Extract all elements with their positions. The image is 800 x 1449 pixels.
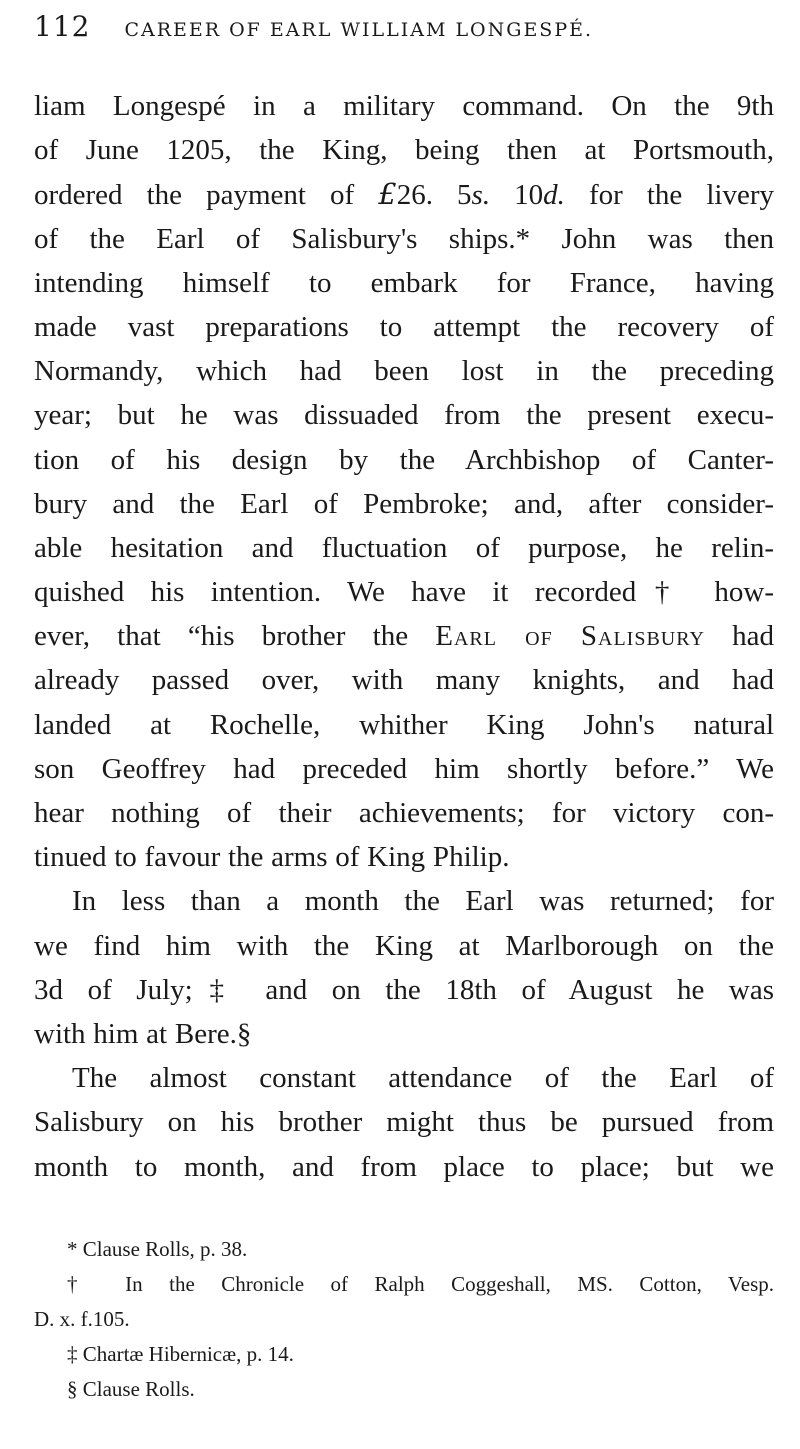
text-line	[34, 172, 774, 216]
text-line: 3d of July;‡ and on the 18th of August he was	[34, 973, 774, 1006]
text-line: tion of his design by the Archbishop of Canter-	[34, 443, 774, 476]
paragraph-2	[34, 879, 774, 1056]
page-number: 112	[34, 10, 91, 43]
text-fragment: ordered the payment of	[34, 179, 379, 212]
pence-value: 10	[490, 179, 544, 212]
text-line: month to month, and from place to place; but we	[34, 1150, 774, 1183]
text-line: Salisbury on his brother might thus be pursued from	[34, 1106, 774, 1139]
paragraph-1	[34, 84, 774, 879]
text-line: tinued to favour the arms of King Philip.	[34, 841, 510, 874]
running-head: CAREER OF EARL WILLIAM LONGESPÉ.	[124, 19, 594, 41]
text-line: In less than a month the Earl was returned; for	[72, 885, 774, 918]
text-line: made vast preparations to attempt the recovery of	[34, 310, 774, 343]
text-line: we find him with the King at Marlborough on the	[34, 929, 774, 962]
footnote-2: † In the Chronicle of Ralph Coggeshall, MS. Cotton, Vesp.	[67, 1272, 774, 1296]
text-line: able hesitation and fluctuation of purpose, he relin-	[34, 531, 774, 564]
text-line: year; but he was dissuaded from the present execu-	[34, 399, 774, 432]
earl-name: Earl of Salisbury	[435, 620, 705, 653]
text-fragment: for the livery	[564, 179, 774, 212]
text-line: already passed over, with many knights, and had	[34, 664, 774, 697]
page-header	[34, 10, 774, 46]
text-line: son Geoffrey had preceded him shortly before.” We	[34, 752, 774, 785]
pound-symbol: £	[378, 177, 397, 212]
text-line: liam Longespé in a military command. On the 9th	[34, 90, 774, 122]
text-fragment: had	[704, 620, 774, 653]
text-line: Normandy, which had been lost in the preceding	[34, 355, 774, 388]
text-line: hear nothing of their achievements; for victory con-	[34, 797, 774, 829]
text-line: landed at Rochelle, whither King John's natural	[34, 708, 774, 741]
text-line: quished his intention. We have it recorded† how-	[34, 576, 774, 609]
text-line: of the Earl of Salisbury's ships.* John was then	[34, 222, 774, 255]
footnote-1: * Clause Rolls, p. 38.	[67, 1237, 248, 1261]
text-line: of June 1205, the King, being then at Portsmouth,	[34, 134, 774, 167]
text-line: bury and the Earl of Pembroke; and, after consider-	[34, 487, 774, 520]
footnote-4: § Clause Rolls.	[67, 1377, 195, 1401]
text-line: with him at Bere.§	[34, 1017, 252, 1050]
text-line: The almost constant attendance of the Earl of	[72, 1062, 774, 1095]
footnotes	[34, 1232, 774, 1407]
book-page	[34, 10, 774, 1430]
text-fragment: ever, that “his brother the	[34, 620, 436, 653]
paragraph-3	[34, 1056, 774, 1189]
footnote-2-continuation: D. x. f.105.	[34, 1307, 130, 1331]
text-line	[34, 614, 774, 658]
text-line: intending himself to embark for France, having	[34, 266, 774, 299]
footnote-3: ‡ Chartæ Hibernicæ, p. 14.	[67, 1342, 294, 1366]
shilling-abbrev: s.	[471, 179, 491, 212]
amount: 26. 5	[396, 179, 472, 212]
pence-abbrev: d.	[543, 179, 565, 212]
main-text	[34, 84, 774, 1189]
